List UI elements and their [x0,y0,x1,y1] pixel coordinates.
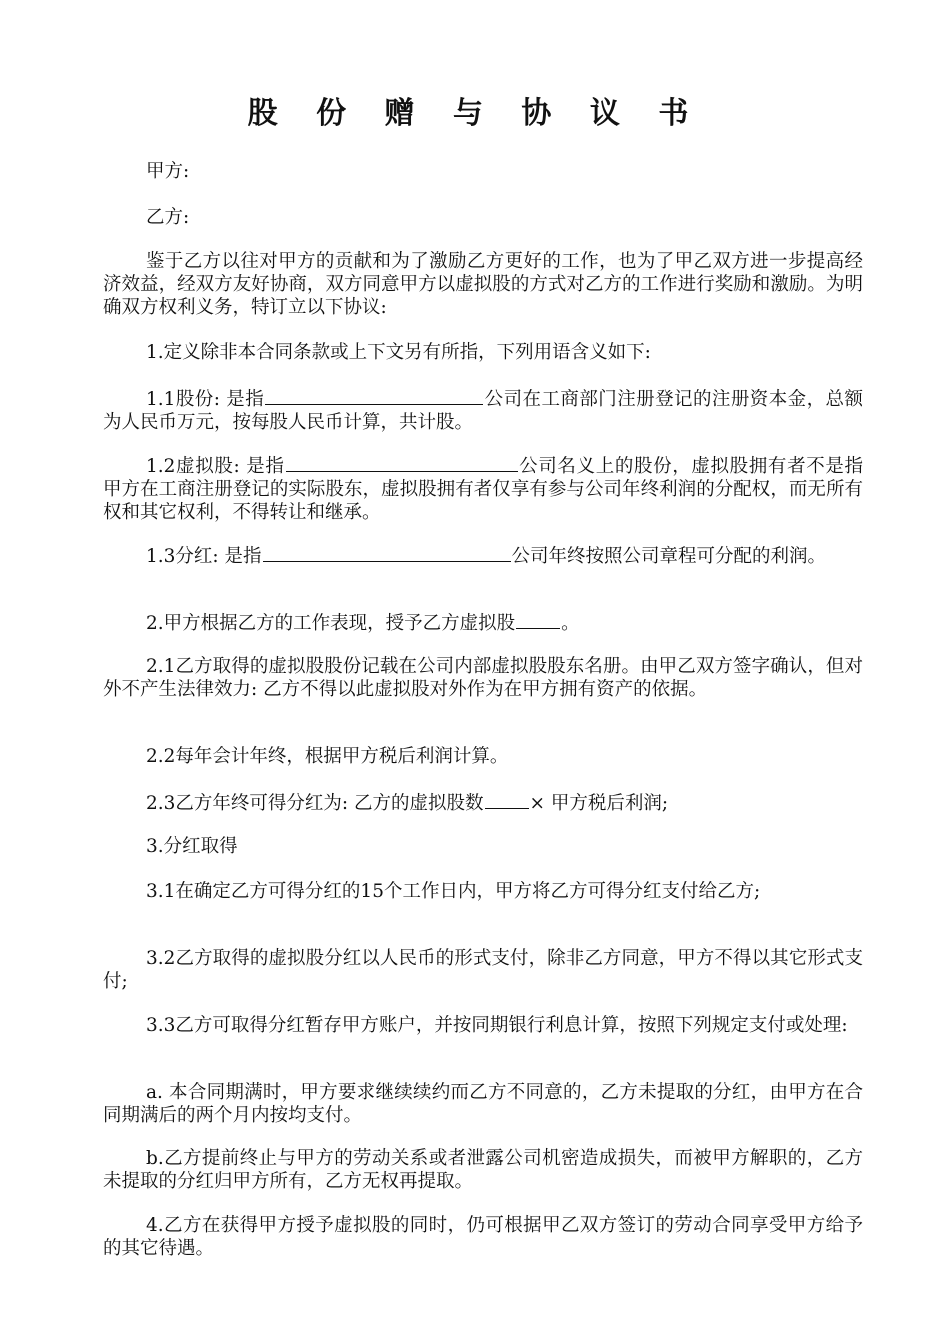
intro-paragraph: 鉴于乙方以往对甲方的贡献和为了激励乙方更好的工作，也为了甲乙双方进一步提高经济效益，经双方友好协商，双方同意甲方以虚拟股的方式对乙方的工作进行奖励和激励。为明确双方权利义务，特订立以下协议: [103,251,863,318]
clause-4: 4.乙方在获得甲方授予虚拟股的同时，仍可根据甲乙双方签订的劳动合同享受甲方给予的其它待遇。 [103,1215,863,1259]
party-b-line: 乙方: [146,207,190,228]
clause-2-1: 2.1乙方取得的虚拟股股份记载在公司内部虚拟股股东名册。由甲乙双方签字确认，但对外不产生法律效力: 乙方不得以此虚拟股对外作为在甲方拥有资产的依据。 [103,656,863,700]
clause-1-1-rest: 公司在工商部门注册登记的注册资本金，总额为人民币万元，按每股人民币计算，共计股。 [103,389,863,433]
clause-2-3-rest: × 甲方税后利润; [529,793,669,814]
clause-1-2 [103,453,863,524]
clause-1-3-lead: 1.3分红: 是指 [146,546,262,567]
party-a-line: 甲方: [146,161,190,182]
clause-1-1-lead: 1.1股份: 是指 [146,389,265,410]
fill-in-blank[interactable] [263,543,511,562]
fill-in-blank[interactable] [265,386,483,405]
fill-in-blank[interactable] [286,453,518,472]
clause-1-1 [103,386,863,434]
clause-2-2: 2.2每年会计年终，根据甲方税后利润计算。 [146,746,509,767]
fill-in-blank[interactable] [485,790,529,809]
document-title: 股 份 赠 与 协 议 书 [247,96,703,131]
clause-3-b: b.乙方提前终止与甲方的劳动关系或者泄露公司机密造成损失，而被甲方解职的，乙方未提取的分红归甲方所有，乙方无权再提取。 [103,1148,863,1192]
clause-2 [103,610,863,635]
clause-1-2-rest: 公司名义上的股份，虚拟股拥有者不是指甲方在工商注册登记的实际股东，虚拟股拥有者仅享有参与公司年终利润的分配权，而无所有权和其它权利，不得转让和继承。 [103,456,863,523]
clause-3-a: a. 本合同期满时，甲方要求继续续约而乙方不同意的，乙方未提取的分红，由甲方在合同期满后的两个月内按均支付。 [103,1082,863,1126]
clause-1-3 [103,543,863,568]
clause-1-2-lead: 1.2虚拟股: 是指 [146,456,285,477]
clause-3-3: 3.3乙方可取得分红暂存甲方账户，并按同期银行利息计算，按照下列规定支付或处理: [146,1015,848,1036]
clause-2-3-lead: 2.3乙方年终可得分红为: 乙方的虚拟股数 [146,793,484,814]
clause-3-1: 3.1在确定乙方可得分红的15个工作日内，甲方将乙方可得分红支付给乙方; [146,881,761,902]
clause-2-lead: 2.甲方根据乙方的工作表现，授予乙方虚拟股 [146,613,516,634]
clause-3: 3.分红取得 [146,836,238,857]
clause-3-2: 3.2乙方取得的虚拟股分红以人民币的形式支付，除非乙方同意，甲方不得以其它形式支付; [103,948,863,992]
clause-2-3 [103,790,863,815]
clause-1: 1.定义除非本合同条款或上下文另有所指，下列用语含义如下: [146,342,651,363]
clause-2-rest: 。 [561,613,580,634]
fill-in-blank[interactable] [516,610,560,629]
clause-1-3-rest: 公司年终按照公司章程可分配的利润。 [511,546,827,567]
